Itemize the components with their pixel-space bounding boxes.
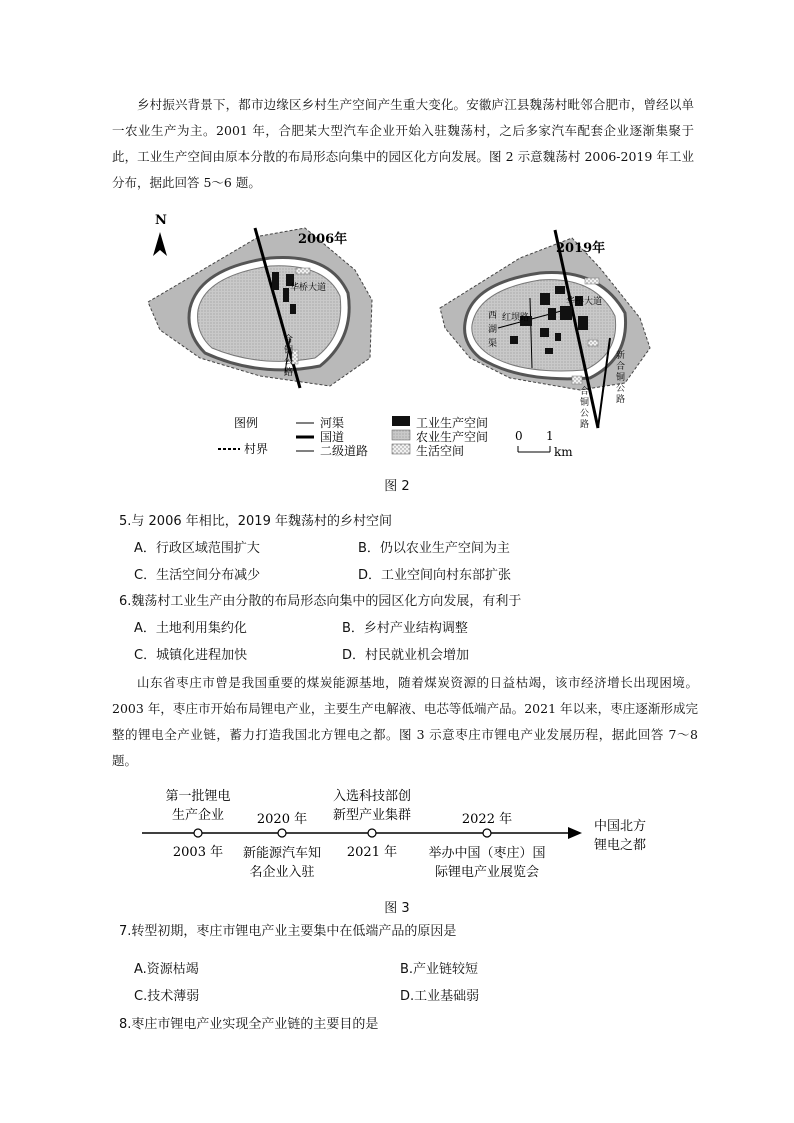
map-2006	[148, 228, 372, 388]
q6-option-c[interactable]: C．城镇化进程加快	[134, 648, 248, 663]
svg-text:公: 公	[616, 384, 626, 394]
svg-text:路: 路	[580, 420, 590, 430]
svg-text:路: 路	[616, 395, 626, 405]
event-2021-year: 2021 年	[346, 845, 398, 860]
intro-paragraph-2: 山东省枣庄市曾是我国重要的煤炭能源基地，随着煤炭资源的日益枯竭，该市经济增长出现困境。2003 年，枣庄市开始布局锂电产业，主要生产电解液、电芯等低端产品。2021 年以来，枣庄逐渐形成完整的锂电全产业链，蓄力打造我国北方锂电之都。图 3 示意枣庄市锂电产业发展历程，据此回答 7～8 题。	[112, 675, 698, 768]
road-hongba-label: 红坝路	[502, 313, 530, 323]
event-2022-bottom-2: 际锂电产业展览会	[434, 865, 540, 880]
question-6-stem: 6.魏荡村工业生产由分散的布局形态向集中的园区化方向发展，有利于	[119, 594, 522, 609]
event-2021-top-1: 入选科技部创	[332, 789, 412, 804]
scale-unit: km	[554, 445, 573, 458]
legend-living: 生活空间	[416, 444, 465, 458]
figure-2-caption: 图 2	[384, 479, 410, 494]
north-label: N	[155, 213, 167, 228]
svg-text:渠: 渠	[488, 339, 498, 349]
svg-text:西: 西	[488, 311, 498, 321]
svg-text:新: 新	[616, 351, 626, 361]
road-hetong-label-left	[284, 333, 293, 378]
road-huaqiao-label-right: 华桥大道	[566, 297, 603, 307]
svg-text:铜: 铜	[580, 398, 590, 408]
q5-option-a[interactable]: A．行政区域范围扩大	[134, 541, 260, 556]
north-arrow-icon	[153, 232, 167, 256]
intro-paragraph-1: 乡村振兴背景下，都市边缘区乡村生产空间产生重大变化。安徽庐江县魏荡村毗邻合肥市，曾经以单一农业生产为主。2001 年，合肥某大型汽车企业开始入驻魏荡村，之后多家汽车配套企业逐渐集聚于此，工业生产空间由原本分散的布局形态向集中的园区化方向发展。图 2 示意魏荡村 2006-2019 年工业分布，据此回答 5～6 题。	[112, 97, 694, 190]
map-legend	[218, 415, 573, 458]
q6-option-d[interactable]: D．村民就业机会增加	[342, 648, 470, 663]
event-2020-bottom-1: 新能源汽车知	[242, 846, 322, 861]
question-8-stem: 8.枣庄市锂电产业实现全产业链的主要目的是	[119, 1017, 379, 1032]
question-5-stem: 5.与 2006 年相比，2019 年魏荡村的乡村空间	[119, 514, 392, 529]
svg-text:湖: 湖	[488, 325, 498, 335]
legend-agricultural: 农业生产空间	[416, 430, 489, 444]
legend-river: 河渠	[320, 416, 345, 430]
svg-text:公: 公	[580, 409, 590, 419]
year-2006-label: 2006年	[298, 232, 348, 247]
svg-text:公: 公	[284, 357, 294, 367]
q7-option-d[interactable]: D.工业基础弱	[400, 989, 480, 1004]
q5-option-d[interactable]: D．工业空间向村东部扩张	[358, 568, 512, 583]
svg-text:合: 合	[284, 335, 294, 345]
event-2003-year: 2003 年	[172, 845, 224, 860]
year-2019-label: 2019年	[556, 241, 606, 256]
q5-option-b[interactable]: B．仍以农业生产空间为主	[358, 541, 510, 556]
event-2020-bottom-2: 名企业入驻	[249, 865, 315, 880]
svg-text:合: 合	[580, 387, 590, 397]
road-huaqiao-label-left: 华桥大道	[290, 283, 327, 293]
q7-option-c[interactable]: C.技术薄弱	[134, 989, 200, 1004]
event-2022-bottom-1: 举办中国（枣庄）国	[428, 846, 546, 861]
timeline-end-1: 中国北方	[593, 819, 647, 834]
event-2003-top-1: 第一批锂电	[165, 789, 231, 804]
svg-text:合: 合	[616, 362, 626, 372]
event-2003-top-2: 生产企业	[171, 808, 225, 823]
svg-text:路: 路	[284, 368, 294, 378]
q7-option-b[interactable]: B.产业链较短	[400, 962, 479, 977]
q6-option-b[interactable]: B．乡村产业结构调整	[342, 621, 468, 636]
legend-national-road: 国道	[320, 430, 345, 444]
scale-zero: 0	[515, 429, 523, 443]
figure-3-timeline	[0, 783, 794, 883]
event-2022-year: 2022 年	[461, 812, 513, 827]
event-2020-year: 2020 年	[256, 812, 308, 827]
q5-option-c[interactable]: C．生活空间分布减少	[134, 568, 261, 583]
legend-boundary: 村界	[244, 442, 269, 456]
figure-2-maps	[0, 208, 794, 458]
legend-title: 图例	[234, 416, 259, 430]
svg-text:铜: 铜	[284, 346, 294, 356]
svg-text:铜: 铜	[616, 373, 626, 383]
road-hetong-label-right	[580, 385, 589, 430]
legend-industrial: 工业生产空间	[416, 416, 489, 430]
legend-secondary-road: 二级道路	[320, 444, 369, 458]
question-7-stem: 7.转型初期，枣庄市锂电产业主要集中在低端产品的原因是	[119, 924, 457, 939]
xihuqu-label	[488, 310, 497, 349]
road-xinhetong-label	[616, 349, 625, 405]
event-2021-top-2: 新型产业集群	[332, 808, 412, 823]
q6-option-a[interactable]: A．土地利用集约化	[134, 621, 247, 636]
scale-one: 1	[546, 429, 554, 443]
timeline-end-2: 锂电之都	[593, 838, 647, 853]
timeline-arrow-icon	[568, 827, 582, 839]
q7-option-a[interactable]: A.资源枯竭	[134, 962, 199, 977]
figure-3-caption: 图 3	[384, 901, 410, 916]
